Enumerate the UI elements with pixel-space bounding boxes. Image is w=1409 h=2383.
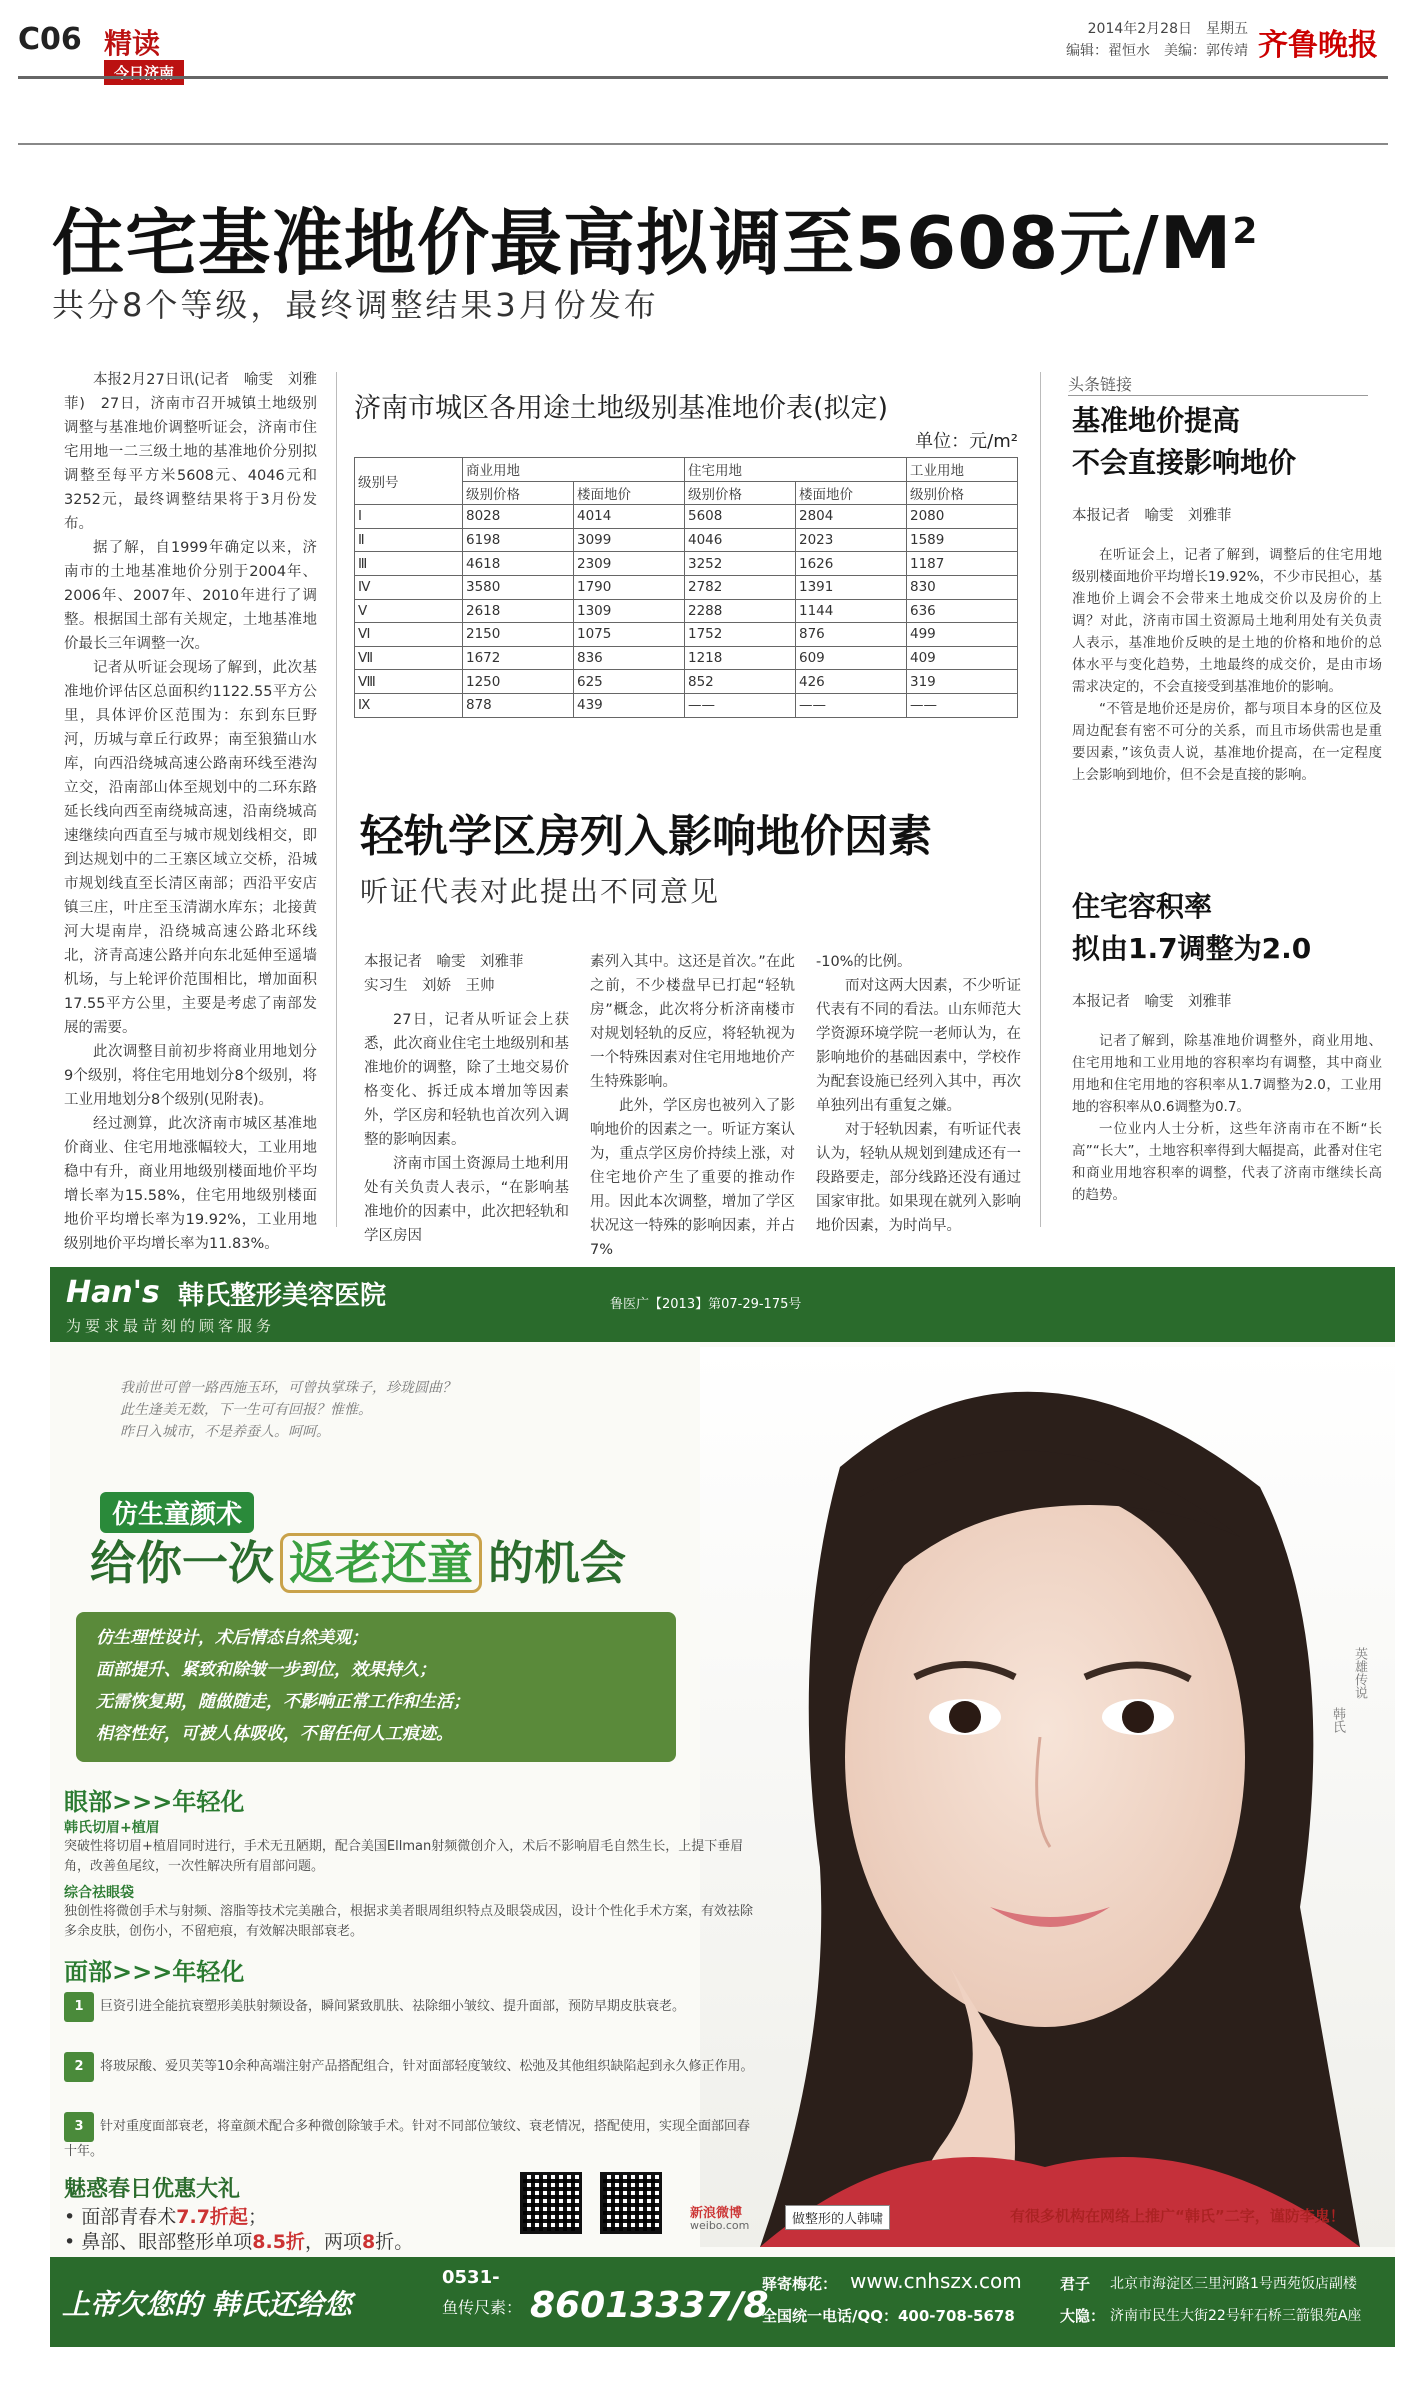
sidebar-body-2: [1072, 1030, 1382, 1206]
table-group-header: 住宅用地: [685, 458, 907, 482]
promo-line-1: • 面部青春术7.7折起；: [64, 2206, 267, 2228]
article2-col1: [364, 1008, 569, 1248]
ad-poem: [120, 1377, 456, 1443]
qr-code-1: [520, 2172, 582, 2234]
sidebar-byline-1: 本报记者 喻雯 刘雅菲: [1072, 508, 1232, 524]
ad-logo: Han's: [66, 1275, 160, 1310]
ad-headline-part: 的机会: [488, 1536, 626, 1590]
table-cell-level: Ⅷ: [355, 670, 463, 694]
land-price-table: [354, 457, 1018, 718]
scheme-number: 2: [64, 2052, 94, 2082]
lead-paragraph: 记者从听证会现场了解到，此次基准地价评估区总面积约1122.55平方公里，具体评价区范围为：东到东巨野河，历城与章丘行政界；南至狼猫山水库，向西沿绕城高速公路南环线至港沟立交，沿南部山体至规划中的二环东路延长线向西至南绕城高速，沿南绕城高速继续向西直至与城市规划线相交，即到达规划中的二王寨区域立交桥，沿城市规划线直至长清区南部；西沿平安店镇三庄，叶庄至玉清湖水库东；北接黄河大堤南岸，沿绕城高速公路北环线北，济青高速公路并向东北延伸至遥墙机场，与上轮评价范围相比，增加面积17.55平方公里，主要是考虑了南部发展的需要。: [64, 660, 317, 1036]
editors: 编辑：翟恒水 美编：郭传靖: [1066, 43, 1248, 59]
newspaper-logo: 齐鲁晚报: [1258, 28, 1378, 63]
weibo-follow-button[interactable]: 做整形的人韩啸: [785, 2205, 890, 2230]
table-cell: 2150: [463, 623, 574, 647]
table-cell: 836: [574, 646, 685, 670]
clinic-advertisement: [50, 1267, 1395, 2347]
lead-article-body: [64, 368, 317, 1256]
qr-code-2: [600, 2172, 662, 2234]
table-cell: 1187: [907, 552, 1018, 576]
table-cell: 625: [574, 670, 685, 694]
sidebar-title-line: 拟由1.7调整为2.0: [1072, 932, 1312, 965]
table-cell: 439: [574, 693, 685, 717]
weibo-label: 新浪微博: [690, 2206, 743, 2221]
footer-website[interactable]: www.cnhszx.com: [850, 2269, 1022, 2293]
ad-headline: [90, 1527, 626, 1593]
table-row: [355, 599, 1018, 623]
table-cell: 1391: [796, 575, 907, 599]
table-cell-level: Ⅱ: [355, 528, 463, 552]
article2-paragraph: -10%的比例。: [816, 954, 912, 970]
table-cell: 1589: [907, 528, 1018, 552]
ad-license: 鲁医广【2013】第07-29-175号: [610, 1297, 802, 1312]
ad-headline-part: 给你一次: [90, 1536, 274, 1590]
footer-site-label: 驿寄梅花：: [762, 2275, 838, 2293]
article2-paragraph: 27日，记者从听证会上获悉，此次商业住宅土地级别和基准地价的调整，除了土地交易价格变化、拆迁成本增加等因素外，学区房和轻轨也首次列入调整的影响因素。: [364, 1012, 569, 1148]
table-cell: 609: [796, 646, 907, 670]
table-cell: 4014: [574, 505, 685, 529]
scheme-text: 将玻尿酸、爱贝芙等10余种高端注射产品搭配组合，针对面部轻度皱纹、松弛及其他组织缺陷起到永久修正作用。: [100, 2059, 754, 2074]
sidebar-byline-2: 本报记者 喻雯 刘雅菲: [1072, 994, 1232, 1010]
table-row: [355, 575, 1018, 599]
table-cell: 2309: [574, 552, 685, 576]
main-subhead: 共分8个等级，最终调整结果3月份发布: [52, 286, 659, 324]
table-cell: 1790: [574, 575, 685, 599]
table-cell-level: Ⅲ: [355, 552, 463, 576]
table-row: [355, 646, 1018, 670]
eye-subtitle-2: 综合祛眼袋: [64, 1885, 134, 1901]
table-cell-level: Ⅶ: [355, 646, 463, 670]
article2-byline: 本报记者 喻雯 刘雅菲: [364, 954, 524, 970]
table-cell-level: Ⅳ: [355, 575, 463, 599]
scheme-number: 1: [64, 1992, 94, 2022]
footer-address-1: 北京市海淀区三里河路1号西苑饭店副楼: [1110, 2276, 1357, 2292]
footer-phone-label: 鱼传尺素：: [442, 2298, 523, 2317]
table-cell: 852: [685, 670, 796, 694]
sidebar-paragraph: 记者了解到，除基准地价调整外，商业用地、住宅用地和工业用地的容积率均有调整，其中商业用地和住宅用地的容积率从1.7调整为2.0，工业用地的容积率从0.6调整为0.7。: [1072, 1033, 1382, 1115]
article2-title: 轻轨学区房列入影响地价因素: [360, 811, 932, 862]
benefit-item: 无需恢复期，随做随走，不影响正常工作和生活；: [96, 1692, 470, 1712]
sidebar-paragraph: 一位业内人士分析，这些年济南市在不断“长高”“长大”，土地容积率得到大幅提高，此番对住宅和商业用地容积率的调整，代表了济南市继续长高的趋势。: [1072, 1121, 1382, 1203]
table-cell: ——: [796, 693, 907, 717]
ad-slogan: 为要求最苛刻的顾客服务: [66, 1317, 276, 1335]
table-cell: 426: [796, 670, 907, 694]
sidebar-paragraph: “不管是地价还是房价，都与项目本身的区位及周边配套有密不可分的关系，而且市场供需也是重要因素，”该负责人说，基准地价提高，在一定程度上会影响到地价，但不会是直接的影响。: [1072, 701, 1382, 783]
table-unit: 单位：元/m²: [915, 431, 1018, 452]
table-row: [355, 552, 1018, 576]
lead-paragraph: 本报2月27日讯(记者 喻雯 刘雅菲) 27日，济南市召开城镇土地级别调整与基准地价调整听证会，济南市住宅用地一二三级土地的基准地价分别拟调整至每平方米5608元、4046元和3252元，最终调整结果将于3月份发布。: [64, 372, 317, 532]
table-row: [355, 505, 1018, 529]
ad-warning: 有很多机构在网络上推广“韩氏”二字，谨防李鬼！: [1010, 2207, 1345, 2225]
footer-address-label-2: 大隐：: [1060, 2307, 1106, 2325]
table-cell: 1626: [796, 552, 907, 576]
table-subheader: 级别价格: [907, 481, 1018, 505]
land-price-table-block: [354, 386, 1018, 718]
benefit-item: 仿生理性设计，术后情态自然美观；: [96, 1628, 368, 1648]
article2-paragraph: 而对这两大因素，不少听证代表有不同的看法。山东师范大学资源环境学院一老师认为，在影响地价的基础因素中，学校作为配套设施已经列入其中，再次单独列出有重复之嫌。: [816, 978, 1021, 1114]
lead-paragraph: 此次调整目前初步将商业用地划分9个级别，将住宅用地划分8个级别，将工业用地划分8个级别(见附表)。: [64, 1044, 317, 1108]
table-subheader: 级别价格: [685, 481, 796, 505]
footer-phone[interactable]: 86013337/8: [530, 2285, 769, 2326]
table-row: [355, 623, 1018, 647]
table-cell: 636: [907, 599, 1018, 623]
table-cell: 5608: [685, 505, 796, 529]
article2-paragraph: 此外，学区房也被列入了影响地价的因素之一。听证方案认为，重点学区房价持续上涨，对住宅地价产生了重要的推动作用。因此本次调整，增加了学区状况这一特殊的影响因素，并占7%: [590, 1098, 795, 1258]
table-cell: 6198: [463, 528, 574, 552]
scheme-text: 针对重度面部衰老，将童颜术配合多种微创除皱手术。针对不同部位皱纹、衰老情况，搭配使用，实现全面部回春十年。: [64, 2119, 751, 2159]
sidebar-title-line: 基准地价提高: [1072, 404, 1241, 437]
table-body: [355, 505, 1018, 717]
table-cell: 499: [907, 623, 1018, 647]
portrait-illustration: [700, 1347, 1395, 2247]
table-cell: 2618: [463, 599, 574, 623]
benefit-item: 面部提升、紧致和除皱一步到位，效果持久；: [96, 1660, 436, 1680]
table-cell: 3252: [685, 552, 796, 576]
table-subheader: 级别价格: [463, 481, 574, 505]
table-cell: 1218: [685, 646, 796, 670]
table-cell: 319: [907, 670, 1018, 694]
ad-top-bar: [50, 1267, 1395, 1342]
lead-paragraph: 据了解，自1999年确定以来，济南市的土地基准地价分别于2004年、2006年、2007年、2010年进行了调整。根据国土部有关规定，土地基准地价最长三年调整一次。: [64, 540, 317, 652]
table-cell: 876: [796, 623, 907, 647]
header-rule: [18, 76, 1388, 79]
face-scheme-1: [64, 1992, 754, 2022]
table-cell: 2782: [685, 575, 796, 599]
table-cell: 1672: [463, 646, 574, 670]
footer-area-code: 0531-: [442, 2267, 500, 2288]
table-cell-level: Ⅵ: [355, 623, 463, 647]
ad-product-tag: 仿生童颜术: [100, 1492, 254, 1533]
article2-paragraph: 素列入其中。这还是首次。”在此之前，不少楼盘早已打起“轻轨房”概念，此次将分析济南楼市对规划轻轨的反应，将轻轨视为一个特殊因素对住宅用地地价产生特殊影响。: [590, 954, 795, 1090]
column-divider: [1040, 372, 1041, 1227]
table-cell: 2023: [796, 528, 907, 552]
table-row: [355, 670, 1018, 694]
poem-line: 我前世可曾一路西施玉环，可曾执掌珠子，珍珑圆曲？: [120, 1380, 456, 1396]
table-cell: 3099: [574, 528, 685, 552]
main-headline: 住宅基准地价最高拟调至5608元$/M^2$: [52, 201, 1259, 285]
promo-line-2: • 鼻部、眼部整形单项8.5折，两项8折。: [64, 2231, 414, 2253]
sidebar-title-2: [1072, 886, 1311, 970]
table-cell: 1144: [796, 599, 907, 623]
table-cell: 2288: [685, 599, 796, 623]
article-top-rule: [18, 143, 1388, 145]
table-subheader: 楼面地价: [574, 481, 685, 505]
issue-date: 2014年2月28日 星期五: [1087, 21, 1248, 37]
face-scheme-2: [64, 2052, 754, 2082]
promo-title: 魅惑春日优惠大礼: [64, 2177, 241, 2202]
eye-text-2: 独创性将微创手术与射频、溶脂等技术完美融合，根据求美者眼周组织特点及眼袋成因，设计个性化手术方案，有效祛除多余皮肤，创伤小，不留疤痕，有效解决眼部衰老。: [64, 1904, 754, 1939]
table-cell: ——: [685, 693, 796, 717]
footer-hotline[interactable]: 全国统一电话/QQ：400-708-5678: [762, 2307, 1015, 2325]
table-cell: 4046: [685, 528, 796, 552]
table-subheader: 楼面地价: [796, 481, 907, 505]
table-row: [355, 693, 1018, 717]
ad-footer-bar: [50, 2257, 1395, 2347]
sidebar-body-1: [1072, 544, 1382, 786]
table-cell: 1075: [574, 623, 685, 647]
article2-col2: [590, 950, 795, 1262]
article2-paragraph: 对于轻轨因素，有听证代表认为，轻轨从规划到建成还有一段路要走，部分线路还没有通过国家审批。如果现在就列入影响地价因素，为时尚早。: [816, 1122, 1021, 1234]
table-cell-level: Ⅸ: [355, 693, 463, 717]
ad-headline-highlight: 返老还童: [280, 1533, 482, 1593]
table-cell: 8028: [463, 505, 574, 529]
article2-paragraph: 济南市国土资源局土地利用处有关负责人表示，“在影响基准地价的因素中，此次把轻轨和学区房因: [364, 1156, 569, 1244]
page-number: C06: [18, 22, 82, 57]
table-group-header: 商业用地: [463, 458, 685, 482]
scheme-number: 3: [64, 2112, 94, 2142]
table-group-header: 工业用地: [907, 458, 1018, 482]
table-cell: 409: [907, 646, 1018, 670]
subsection-label: 今日济南: [104, 60, 184, 85]
table-cell-level: Ⅴ: [355, 599, 463, 623]
sidebar-title-line: 不会直接影响地价: [1072, 446, 1297, 479]
model-portrait: [700, 1347, 1395, 2247]
table-row: [355, 528, 1018, 552]
table-cell: 1250: [463, 670, 574, 694]
table-cell: 3580: [463, 575, 574, 599]
table-cell: 878: [463, 693, 574, 717]
table-cell: 2804: [796, 505, 907, 529]
sidebar-tag: 头条链接: [1068, 372, 1368, 396]
section-title: 精读: [104, 27, 161, 60]
table-cell-level: Ⅰ: [355, 505, 463, 529]
ad-side-caption: 韩氏: [1330, 1707, 1345, 1733]
ad-benefits-box: [76, 1612, 676, 1762]
page-header: [18, 16, 1388, 116]
poem-line: 此生逢美无数，下一生可有回报？惟惟。: [120, 1402, 372, 1418]
ad-clinic-name: 韩氏整形美容医院: [178, 1281, 387, 1311]
table-header-level: 级别号: [355, 458, 463, 505]
table-cell: 2080: [907, 505, 1018, 529]
article2-subtitle: 听证代表对此提出不同意见: [360, 875, 721, 908]
table-cell: 4618: [463, 552, 574, 576]
article2-col3: [816, 950, 1021, 1238]
footer-address-2: 济南市民生大街22号轩石桥三箭银苑A座: [1110, 2308, 1362, 2324]
table-cell: 1309: [574, 599, 685, 623]
article2-byline-interns: 实习生 刘娇 王帅: [364, 978, 495, 994]
lead-paragraph: 经过测算，此次济南市城区基准地价商业、住宅用地涨幅较大，工业用地稳中有升，商业用地级别楼面地价平均增长率为15.58%，住宅用地级别楼面地价平均增长率为19.92%，工业用地级别地价平均增长率为11.83%。: [64, 1116, 317, 1252]
weibo-url: weibo.com: [690, 2219, 750, 2232]
poem-line: 昨日入城市，不是养蚕人。呵呵。: [120, 1424, 330, 1440]
sidebar-paragraph: 在听证会上，记者了解到，调整后的住宅用地级别楼面地价平均增长19.92%，不少市民担心，基准地价上调会不会带来土地成交价以及房价的上调？对此，济南市国土资源局土地利用处有关负责人表示，基准地价反映的是土地的价格和地价的总体水平与变化趋势，土地最终的成交价，是由市场需求决定的，不会直接受到基准地价的影响。: [1072, 547, 1382, 695]
footer-slogan: 上帝欠您的 韩氏还给您: [62, 2288, 352, 2321]
table-cell: 830: [907, 575, 1018, 599]
table-title: 济南市城区各用途土地级别基准地价表(拟定): [354, 393, 889, 424]
face-scheme-3: [64, 2112, 754, 2162]
table-cell: ——: [907, 693, 1018, 717]
sidebar-title-line: 住宅容积率: [1072, 890, 1213, 923]
face-section-title: 面部>>>年轻化: [64, 1958, 245, 1986]
column-divider: [336, 372, 337, 1227]
eye-text-1: 突破性将切眉+植眉同时进行，手术无丑陋期，配合美国Ellman射频微创介入，术后不影响眉毛自然生长，上提下垂眉角，改善鱼尾纹，一次性解决所有眉部问题。: [64, 1839, 744, 1874]
footer-address-label-1: 君子: [1060, 2275, 1091, 2293]
sidebar-title-1: [1072, 400, 1296, 484]
scheme-text: 巨资引进全能抗衰塑形美肤射频设备，瞬间紧致肌肤、祛除细小皱纹、提升面部，预防早期皮肤衰老。: [100, 1999, 686, 2014]
eye-section-title: 眼部>>>年轻化: [64, 1788, 245, 1816]
table-cell: 1752: [685, 623, 796, 647]
ad-side-caption: 英雄传说: [1352, 1647, 1367, 1699]
eye-subtitle-1: 韩氏切眉+植眉: [64, 1820, 160, 1836]
benefit-item: 相容性好，可被人体吸收，不留任何人工痕迹。: [96, 1724, 453, 1744]
